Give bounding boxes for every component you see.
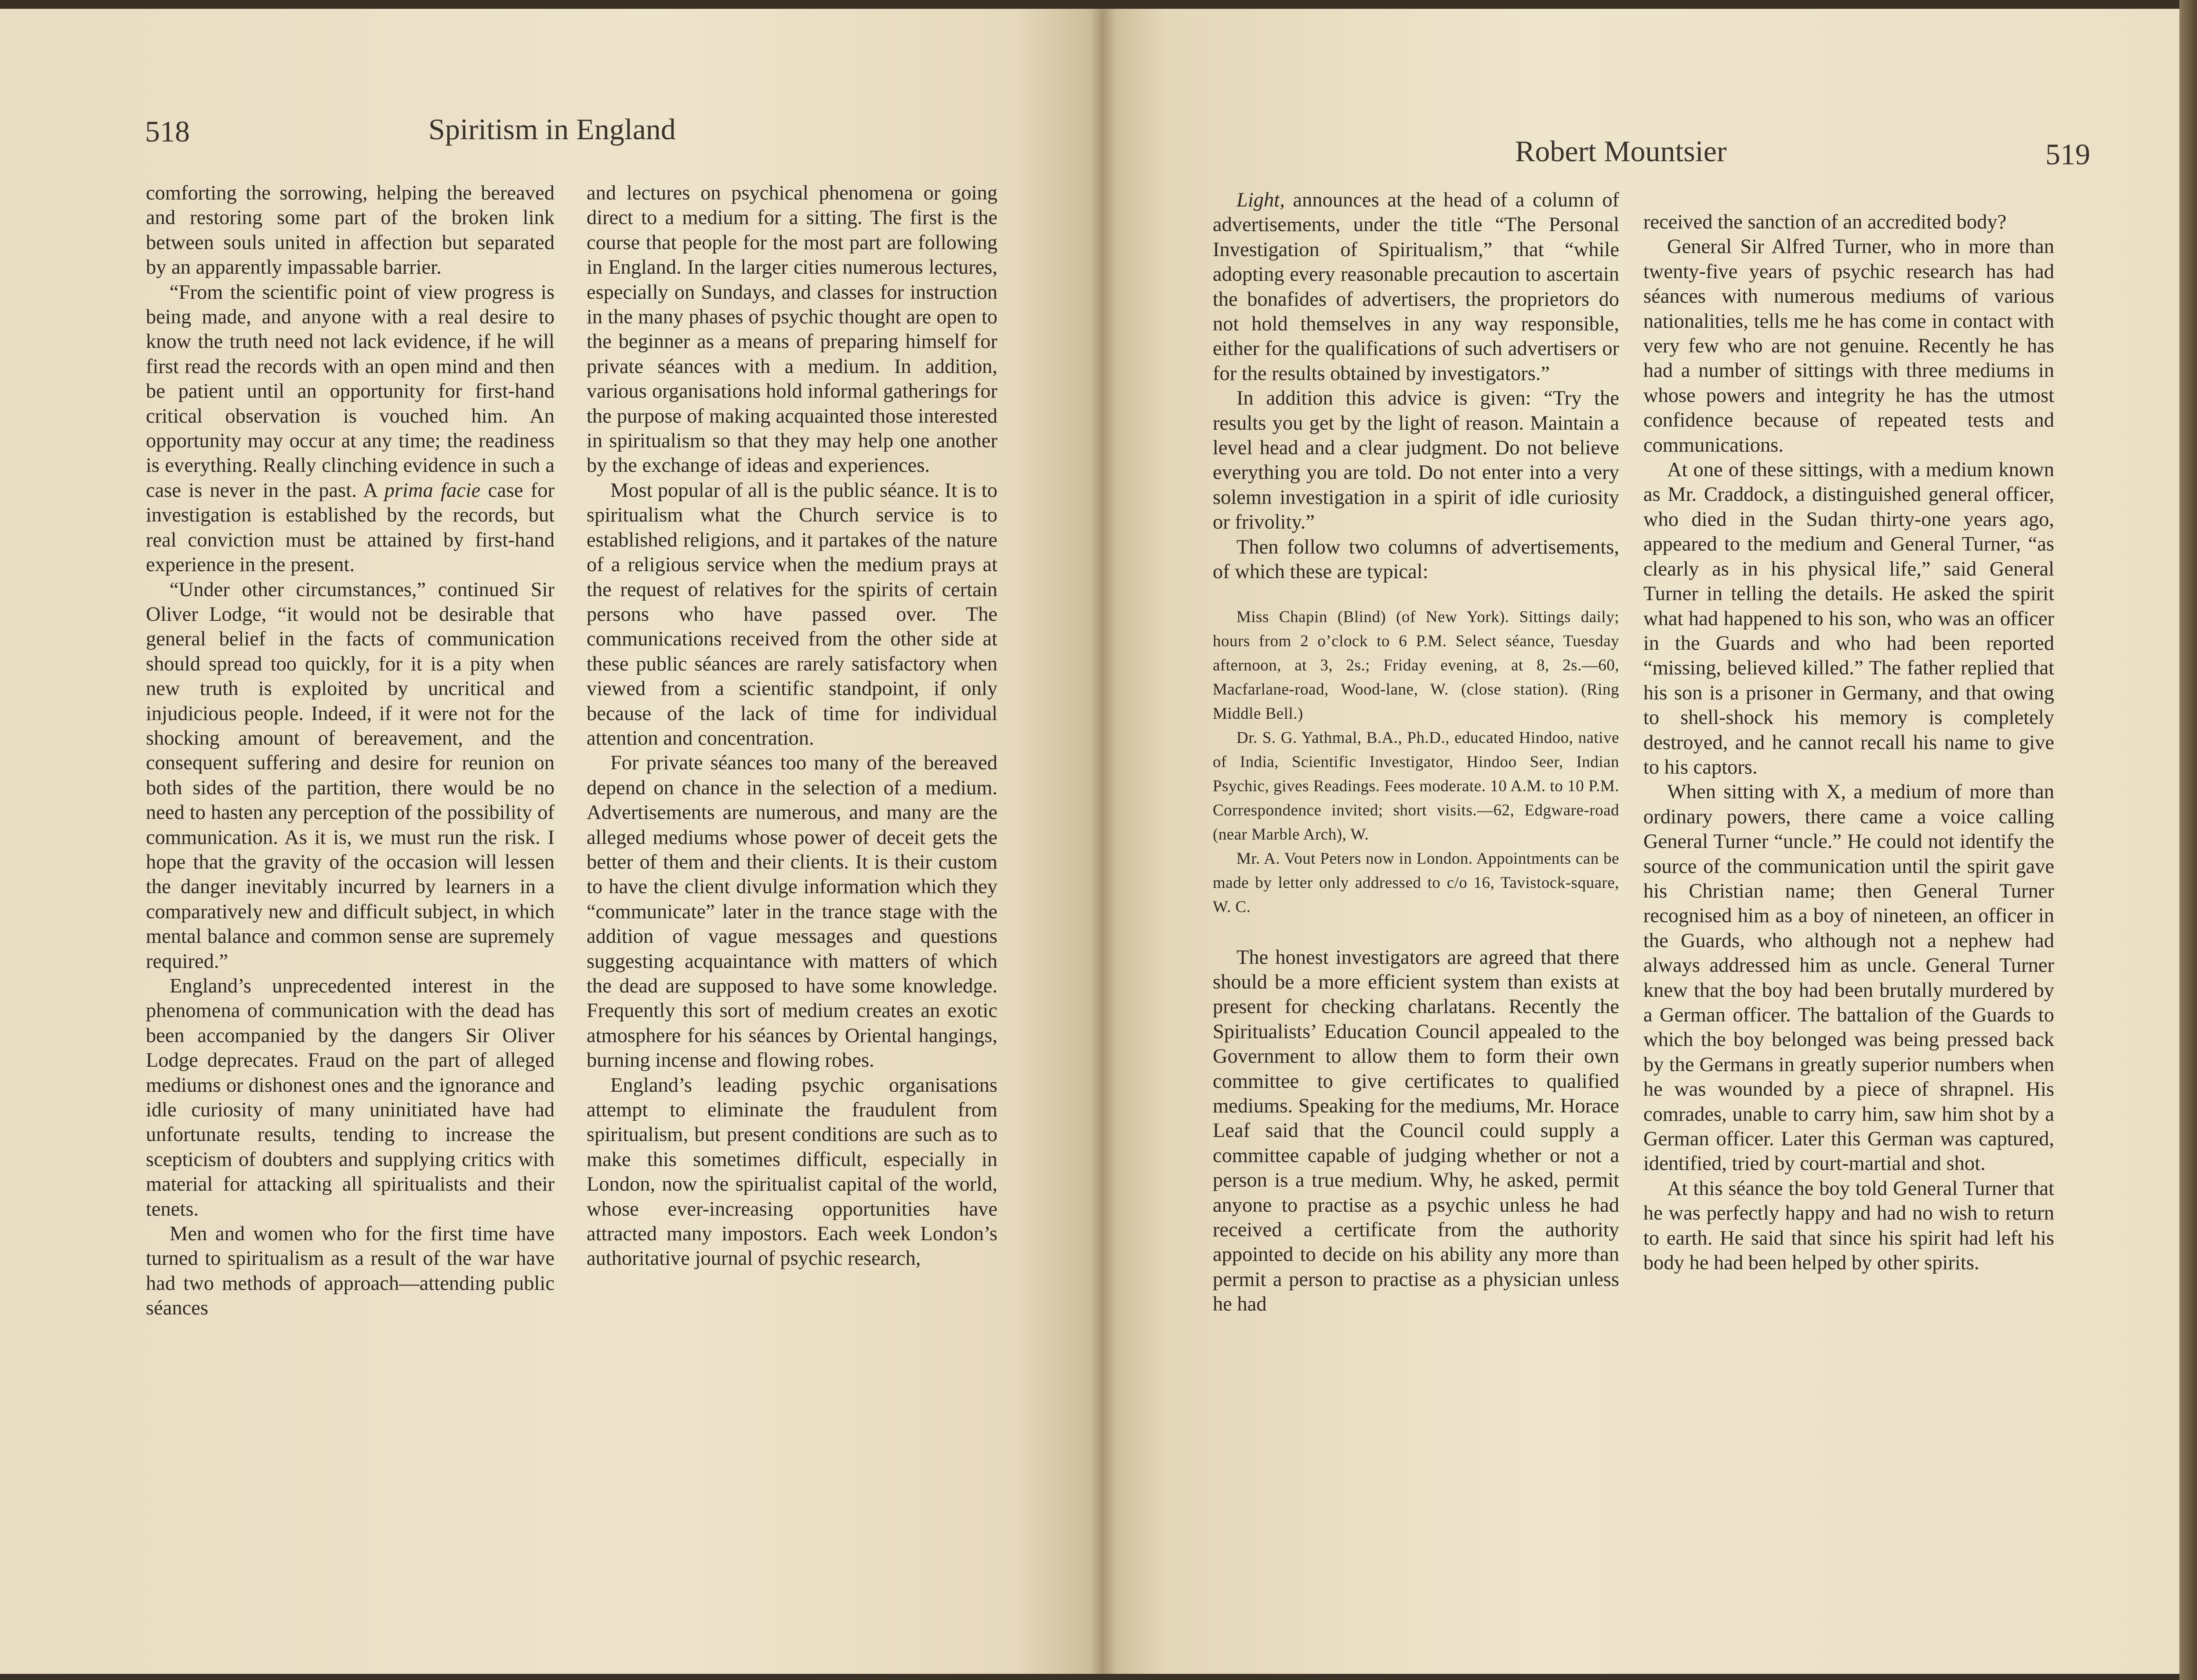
paragraph: and lectures on psychical phenomena or going direct to a medium for a sitting. The first is the course that people for the most part are following in England. In the larger cities numerous lectures, especially on Sundays, and classes for instruction in the many phases of psychic thought are open to the beginner as a means of preparing himself for private séances with a medium. In addition, various organisations hold informal gatherings for the purpose of making acquainted those interested in spiritualism so that they may help one another by the exchange of ideas and experiences. (587, 182, 997, 477)
right-page-column-1 (1213, 188, 1619, 1317)
paragraph: At this séance the boy told General Turner that he was perfectly happy and had no wish to return to earth. He said that since his spirit had left his body he had been helped by other spirits. (1643, 1177, 2054, 1274)
journal-title: Light, (1236, 189, 1285, 211)
advertisements (1213, 605, 1619, 919)
paragraph: Men and women who for the first time have turned to spiritualism as a result of the war have had two methods of approach—attending public séances (146, 1223, 555, 1320)
advertisement: Mr. A. Vout Peters now in London. Appointments can be made by letter only addressed to c/o 16, Tavistock-square, W. C. (1213, 849, 1619, 916)
page-number-right: 519 (2045, 138, 2090, 171)
paragraph (1213, 188, 1619, 386)
paragraph: The honest investigators are agreed that there should be a more efficient system than exists at present for checking charlatans. Recently the Spiritualists’ Education Council appealed to the Government to allow them to form their own committee to give certificates to qualified mediums. Speaking for the mediums, Mr. Horace Leaf said that the Council could supply a committee capable of judging whether or not a person is a true medium. Why, he asked, permit anyone to practise as a psychic unless he had received a certificate from the authority appointed to decide on his ability any more than permit a person to practise as a physician unless he had (1213, 946, 1619, 1316)
paragraph: When sitting with X, a medium of more than ordinary powers, there came a voice calling General Turner “uncle.” He could not identify the source of the communication until the spirit gave his Christian name; then General Turner recognised him as a boy of nineteen, an officer in the Guards, who although not a nephew had always addressed him as uncle. General Turner knew that the boy had been brutally murdered by a German officer. The battalion of the Guards to which the boy belonged was being pressed back by the Germans in greatly superior numbers when he was wounded by a piece of shrapnel. His comrades, unable to carry him, saw him shot by a German officer. Later this German was captured, identified, tried by court-martial and shot. (1643, 781, 2054, 1175)
paragraph: Most popular of all is the public séance. It is to spiritualism what the Church service is to established religions, and it partakes of the nature of a religious service when the medium prays at the request of relatives for the spirits of certain persons who have passed over. The communications received from the other side at these public séances are rarely satisfactory when viewed from a scientific standpoint, if only because of the lack of time for individual attention and concentration. (587, 479, 997, 749)
paragraph: General Sir Alfred Turner, who in more than twenty-five years of psychic research has had séances with numerous mediums of various nationalities, tells me he has come in contact with very few who are not genuine. Recently he has had a number of sittings with three mediums in whose powers and integrity he has the utmost confidence because of repeated tests and communications. (1643, 235, 2054, 456)
text-run: case for investigation is established by the records, but real conviction must be attained by first-hand experience in the present. (146, 479, 555, 576)
paragraph: received the sanction of an accredited body? (1643, 211, 2007, 233)
advertisement: Dr. S. G. Yathmal, B.A., Ph.D., educated Hindoo, native of India, Scientific Investigator, Hindoo Seer, Indian Psychic, gives Readings. Fees moderate. 10 A.M. to 10 P.M. Correspondence invited; short visits.—62, Edgware-road (near Marble Arch), W. (1213, 728, 1619, 844)
paragraph (146, 280, 555, 578)
paragraph: For private séances too many of the bereaved depend on chance in the selection of a medium. Advertisements are numerous, and many are the alleged mediums whose power of deceit gets the better of them and their clients. It is their custom to have the client divulge information which they “communicate” later in the trance stage with the addition of vague messages and questions suggesting acquaintance with matters of which the dead are supposed to have some knowledge. Frequently this sort of medium creates an exotic atmosphere for his séances by Oriental hangings, burning incense and flowing robes. (587, 752, 997, 1072)
paragraph: At one of these sittings, with a medium known as Mr. Craddock, a distinguished general officer, who died in the Sudan thirty-one years ago, appeared to the medium and General Turner, “as clearly as in his physical life,” said General Turner in telling the details. He asked the spirit what had happened to his son, who was an officer in the Guards and who had been reported “missing, believed killed.” The father replied that his son is a prisoner in Germany, and that owing to shell-shock his memory is completely destroyed, and he cannot recall his name to give to his captors. (1643, 459, 2054, 778)
right-page-column-2 (1643, 210, 2054, 1275)
running-head-left: Spiritism in England (428, 112, 676, 146)
page-number-left: 518 (145, 115, 190, 148)
paragraph: “Under other circumstances,” continued Sir Oliver Lodge, “it would not be desirable that general belief in the facts of communication should spread too quickly, for it is a pity when new truth is exploited by uncritical and injudicious people. Indeed, if it were not for the shocking amount of bereavement, and the consequent suffering and desire for reunion on both sides of the partition, there would be no need to hasten any perception of the possibility of communication. As it is, we must run the risk. I hope that the gravity of the occasion will lessen the danger inevitably incurred by learners in a comparatively new and difficult subject, in which mental balance and common sense are supremely required.” (146, 578, 555, 973)
paragraph: England’s leading psychic organisations attempt to eliminate the fraudulent from spiritualism, but present conditions are such as to make this sometimes difficult, especially in London, now the spiritualist capital of the world, whose ever-increasing opportunities have attracted many impostors. Each week London’s authoritative journal of psychic research, (587, 1074, 997, 1270)
left-page-column-1 (146, 181, 555, 1321)
book-gutter (1090, 9, 1116, 1674)
right-page (1101, 9, 2179, 1674)
left-page-column-2 (587, 181, 997, 1271)
paragraph: In addition this advice is given: “Try the results you get by the light of reason. Maintain a level head and a clear judgment. Do not believe everything you are told. Do not enter into a very solemn investigation in a spirit of idle curiosity or frivolity.” (1213, 387, 1619, 534)
italic-phrase: prima facie (384, 479, 481, 502)
text-run: “From the scientific point of view progress is being made, and anyone with a real desire to know the truth need not lack evidence, if he will first read the records with an open mind and then be patient until an opportunity for first-hand critical observation is vouched him. An opportunity may occur at any time; the readiness is everything. Really clinching evidence in such a case is never in the past. A (146, 281, 555, 502)
paragraph: comforting the sorrowing, helping the bereaved and restoring some part of the broken link between souls united in affection but separated by an apparently impassable barrier. (146, 182, 555, 279)
paragraph: Then follow two columns of advertisements, of which these are typical: (1213, 536, 1619, 583)
advertisement: Miss Chapin (Blind) (of New York). Sittings daily; hours from 2 o’clock to 6 P.M. Select séance, Tuesday afternoon, at 3, 2s.; Friday evening, at 8, 2s.—60, Macfarlane-road, Wood-lane, W. (close station). (Ring Middle Bell.) (1213, 608, 1619, 723)
running-head-right: Robert Mountsier (1515, 134, 1727, 168)
left-page (0, 9, 1101, 1674)
text-run: announces at the head of a column of advertisements, under the title “The Personal Investigation of Spiritualism,” that “while adopting every reasonable precaution to ascertain the bonafides of advertisers, the proprietors do not hold themselves in any way responsible, either for the qualifications of such advertisers or for the results obtained by investigators.” (1213, 189, 1620, 385)
paragraph: England’s unprecedented interest in the phenomena of communication with the dead has been accompanied by the dangers Sir Oliver Lodge deprecates. Fraud on the part of alleged mediums or dishonest ones and the ignorance and idle curiosity of many uninitiated have had unfortunate results, tending to increase the scepticism of doubters and supplying critics with material for attacking all spiritualists and their tenets. (146, 975, 555, 1220)
book-edge (2179, 0, 2197, 1680)
